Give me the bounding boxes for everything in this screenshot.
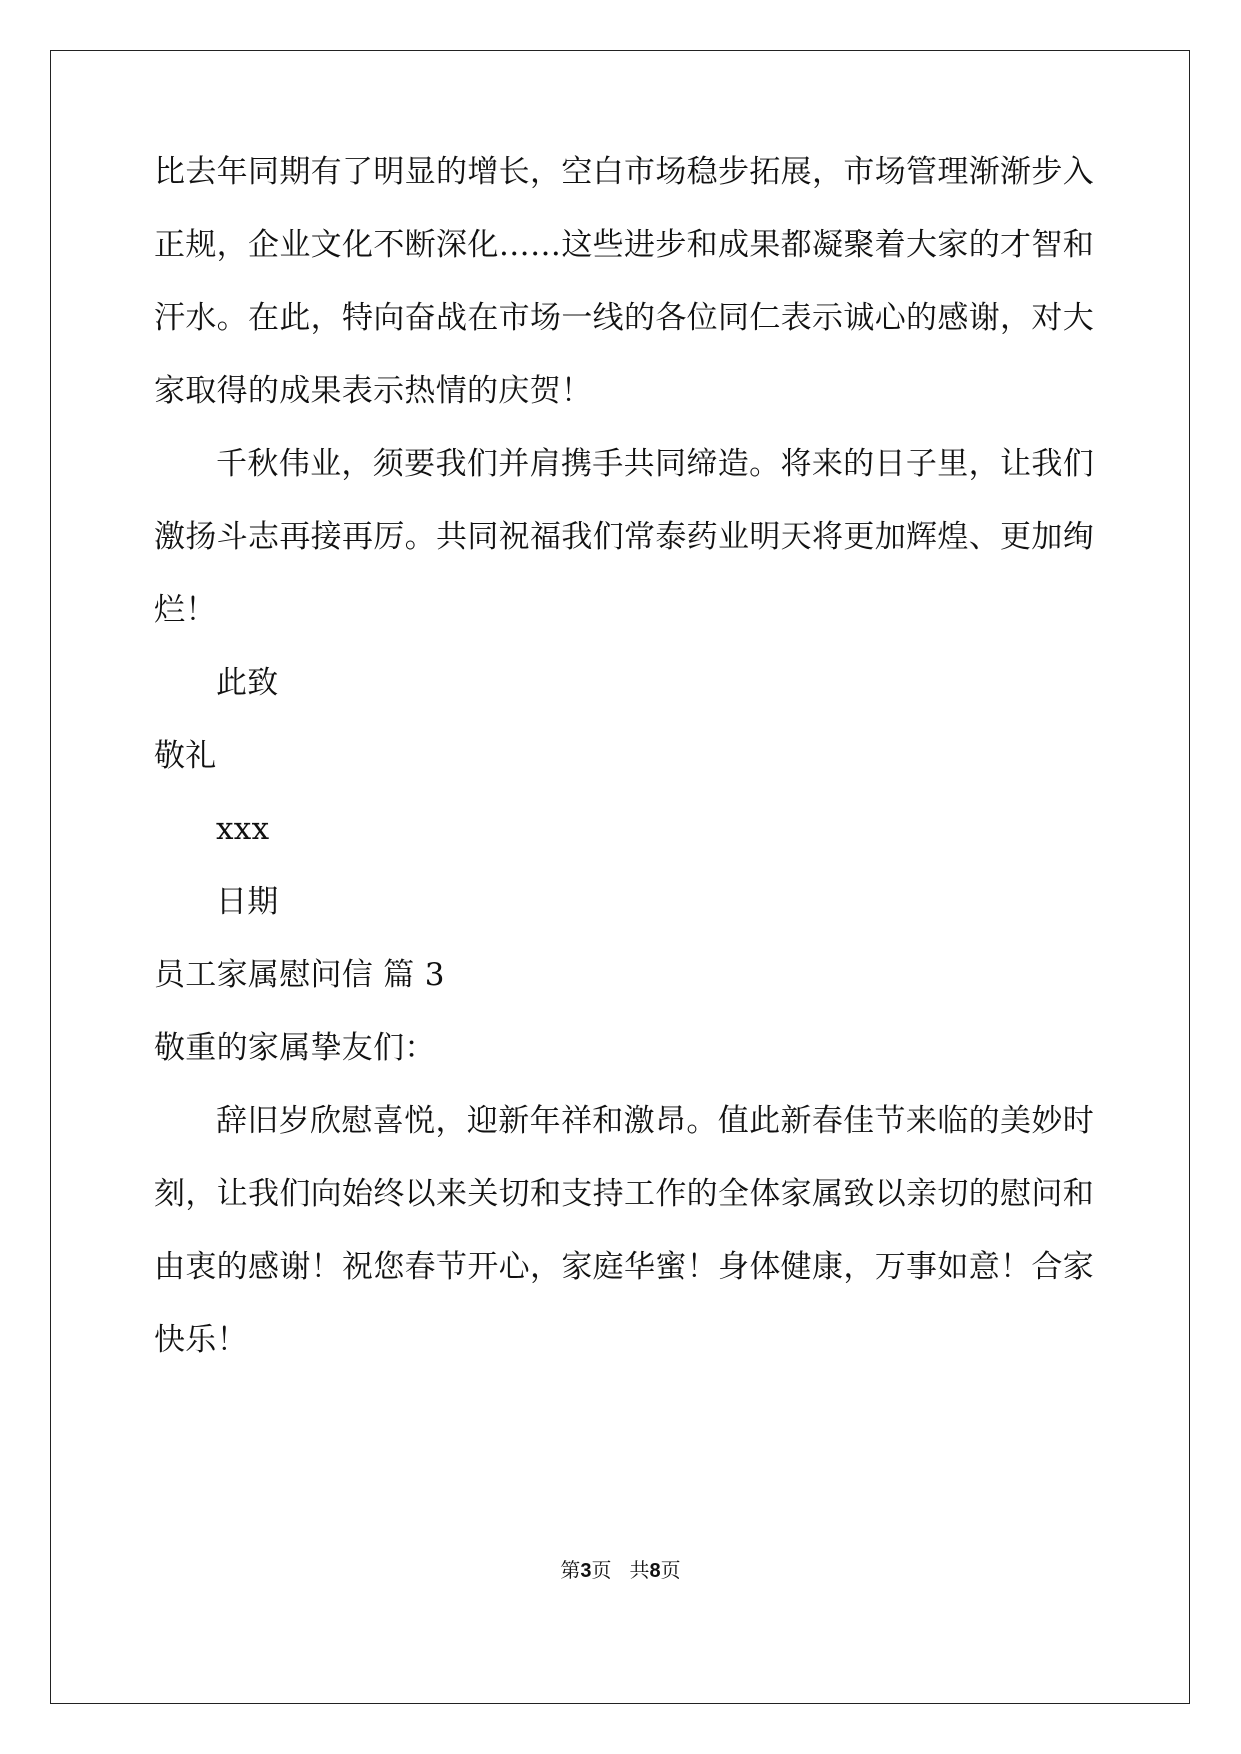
page-prefix: 第: [560, 1558, 581, 1582]
date-line: 日期: [216, 884, 279, 920]
paragraph-line: 正规，企业文化不断深化……这些进步和成果都凝聚着大家的才智和: [154, 227, 1094, 263]
paragraph-line: 比去年同期有了明显的增长，空白市场稳步拓展，市场管理渐渐步入: [154, 154, 1094, 190]
paragraph-line: 烂！: [154, 592, 217, 628]
signature: xxx: [216, 811, 270, 847]
page-number: 3: [580, 1560, 592, 1582]
paragraph-line: 由衷的感谢！祝您春节开心，家庭华蜜！身体健康，万事如意！合家: [154, 1249, 1094, 1285]
total-pages: 8: [649, 1560, 661, 1582]
total-prefix: 共: [629, 1558, 650, 1582]
section-heading: 员工家属慰问信 篇 3: [154, 957, 445, 993]
paragraph-line: 汗水。在此，特向奋战在市场一线的各位同仁表示诚心的感谢，对大: [154, 300, 1094, 336]
page-footer: [0, 1556, 1241, 1585]
closing-regards: 敬礼: [154, 738, 217, 774]
greeting: 敬重的家属挚友们：: [154, 1030, 436, 1066]
page-suffix: 页: [591, 1558, 612, 1582]
paragraph-line: 快乐！: [154, 1322, 248, 1358]
paragraph-line: 激扬斗志再接再厉。共同祝福我们常泰药业明天将更加辉煌、更加绚: [154, 519, 1094, 555]
paragraph-line: 家取得的成果表示热情的庆贺！: [154, 373, 593, 409]
closing-salutation: 此致: [216, 665, 279, 701]
paragraph-line: 辞旧岁欣慰喜悦，迎新年祥和激昂。值此新春佳节来临的美妙时: [216, 1103, 1094, 1139]
total-suffix: 页: [660, 1558, 681, 1582]
paragraph-line: 刻，让我们向始终以来关切和支持工作的全体家属致以亲切的慰问和: [154, 1176, 1094, 1212]
paragraph-line: 千秋伟业，须要我们并肩携手共同缔造。将来的日子里，让我们: [216, 446, 1094, 482]
